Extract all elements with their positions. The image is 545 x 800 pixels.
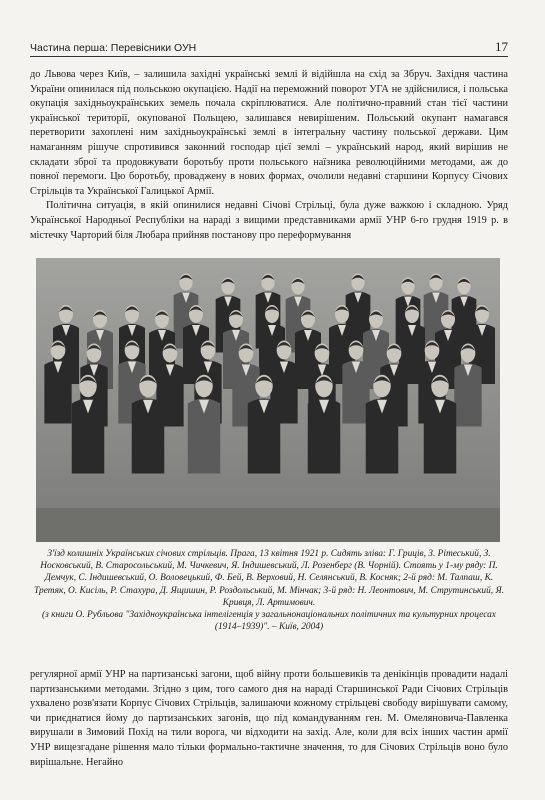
page-number: 17: [495, 39, 508, 54]
caption-title: З'їзд колишніх Українських січових стрільців. Прага, 13 квітня 1921 р.: [47, 549, 329, 559]
floor: [36, 508, 500, 542]
paragraph: до Львова через Київ, – залишила західні українські землі й відійшла на схід за Збруч. Західня частина України опинилася під польською окупацією. Надії на переможний поворот УГА не здійснилися, і польська окупація західньоукраїнських земель почала скріплюватися. Але політично-правний стан тієї частини української території, окупованої Польщею, залишався невирішеним. Польський окупант намагався перетворити захоплені ним західньоукраїнські землі в інтегральну частину польської держави. Цим намаганням рішуче спротивився законний господар цієї землі – український народ, який вирішив не складати зброї та продовжувати боротьбу проти польського наїзника революційними методами, аж до повної перемоги. Цю боротьбу, проваджену в нових формах, очолили недавні старшини Корпусу Січових Стрільців та Української Галицької Армії.: [30, 69, 508, 197]
running-header: [30, 38, 508, 57]
section-title: Частина перша: Перевісники ОУН: [30, 42, 197, 54]
paragraph: Політична ситуація, в якій опинилися недавні Січові Стрільці, була дуже важкою і складною. Уряд Української Народньої Республіки на нараді з вищими представниками армії УНР 6-го грудня 1919 р. в містечку Чарторий біля Любара прийняв постанову про переформування: [30, 200, 508, 241]
group-photo: [36, 258, 500, 542]
text-block-bottom: [30, 668, 508, 770]
photo-caption: [30, 548, 508, 633]
group-photo-icon: [36, 258, 500, 542]
caption-source: (з книги О. Рубльова "Західноукраїнська інтелігенція у загальнонаціональних політичних та культурних процесах (1914–1939)". – Київ, 2004): [42, 610, 496, 633]
caption-names: Сидять зліва: Г. Гриців, З. Рітеський, З. Носковський, В. Старосольський, М. Чичкевич, Я. Індишевський, Л. Розенберг (В. Чорній). Стоять у 1-му ряду: П. Демчук, С. Індишевський, О. Воловецький, Ф. Бей, В. Верховий, Н. Селянський, В. Косняк; 2-й ряд: М. Талпаш, К. Третяк, О. Кисіль, Р. Стахура, Д. Ящишин, Р. Роздольський, М. Мінчак; 3-й ряд: Н. Леонтович, М. Струтинський, Я. Кривця, Л. Артимович.: [34, 549, 504, 608]
paragraph: регулярної армії УНР на партизанські загони, щоб війну проти большевиків та денікінців провадити надалі партизанськими методами. Згідно з цим, того самого дня на нараді Старшинської Ради Січових Стрільців ухвалено розв'язати Корпус Січових Стрільців, залишаючи кожному стрільцеві свободу вирішувати самому, чи приєднатися йому до партизанських загонів, що під командуванням ген. М. Омеляновича-Павленка вирушали в Зимовий Похід на тили ворога, чи відходити на захід. Але, коли для всіх інших частин армії УНР вищезгадане рішення мало тільки формально-тактичне значення, то для Січових Стрільців воно було вирішальне. Негайно: [30, 669, 508, 768]
text-block-top: [30, 68, 508, 243]
